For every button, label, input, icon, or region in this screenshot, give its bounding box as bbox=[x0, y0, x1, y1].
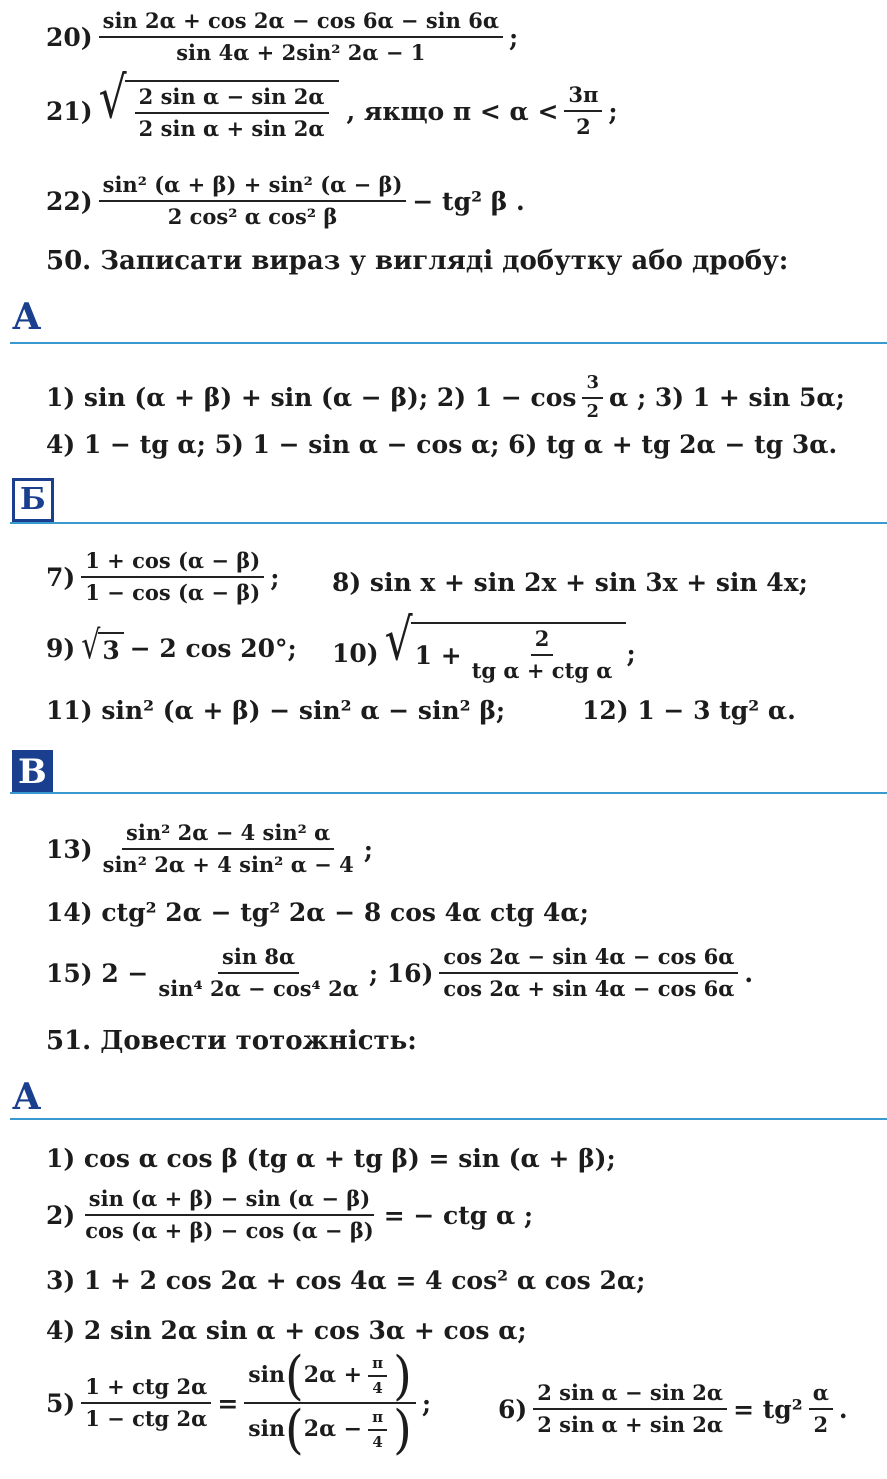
exercise-21 bbox=[46, 65, 618, 143]
line-1-3 bbox=[46, 372, 845, 423]
section-divider bbox=[10, 342, 887, 344]
section-divider bbox=[10, 522, 887, 524]
expression-text: 12) 1 − 3 tg² α. bbox=[582, 696, 796, 725]
fraction bbox=[582, 372, 603, 423]
punct: ; bbox=[421, 1388, 432, 1418]
numerator: 2 sin α − sin 2α bbox=[135, 84, 329, 114]
problem-text: Записати вираз у вигляді добутку або дробу: bbox=[100, 246, 789, 276]
square-root bbox=[81, 623, 124, 669]
numerator: 2 bbox=[531, 626, 554, 656]
exercise-14 bbox=[46, 898, 589, 927]
denominator: sin 4α + 2sin² 2α − 1 bbox=[176, 40, 426, 66]
numerator: π bbox=[368, 1408, 387, 1431]
fraction bbox=[154, 944, 362, 1003]
square-root bbox=[98, 65, 339, 143]
numerator: 2 sin α − sin 2α bbox=[533, 1380, 727, 1410]
identity-1 bbox=[46, 1144, 616, 1173]
fraction bbox=[439, 944, 738, 1003]
punct: ; bbox=[270, 562, 280, 592]
numerator: sin 8α bbox=[218, 944, 299, 974]
denominator: 4 bbox=[372, 1433, 383, 1451]
item-number: 2) bbox=[46, 1200, 76, 1230]
denominator: sin² 2α + 4 sin² α − 4 bbox=[102, 852, 354, 878]
problem-text: Довести тотожність: bbox=[100, 1026, 417, 1056]
numerator: 3π bbox=[564, 82, 602, 112]
problem-51-heading bbox=[46, 1026, 417, 1056]
radicand: 3 bbox=[98, 632, 123, 665]
expression-text: 3) 1 + 2 cos 2α + cos 4α = 4 cos² α cos 2α; bbox=[46, 1266, 646, 1295]
numerator: sin² 2α − 4 sin² α bbox=[122, 820, 334, 850]
expression-text: − 2 cos 20°; bbox=[129, 634, 297, 663]
problem-number: 51. bbox=[46, 1026, 92, 1056]
item-number: 13) bbox=[46, 834, 93, 864]
fraction bbox=[468, 626, 617, 685]
item-number: 9) bbox=[46, 634, 76, 663]
right-paren: ) bbox=[393, 1345, 412, 1407]
fraction bbox=[368, 1354, 387, 1398]
problem-50-heading bbox=[46, 246, 788, 276]
fraction bbox=[368, 1408, 387, 1452]
fraction bbox=[533, 1380, 727, 1439]
denominator: 1 − cos (α − β) bbox=[85, 580, 261, 606]
numerator: 1 + cos (α − β) bbox=[81, 548, 264, 578]
argument: 2α + bbox=[303, 1362, 363, 1389]
numerator: 1 + ctg 2α bbox=[81, 1374, 211, 1404]
square-root bbox=[384, 607, 627, 685]
item-number: 20) bbox=[46, 22, 93, 52]
denominator: cos 2α + sin 4α − cos 6α bbox=[443, 976, 735, 1002]
exercise-20 bbox=[46, 8, 518, 67]
fraction bbox=[81, 1186, 377, 1245]
punct: ; bbox=[363, 834, 373, 864]
denominator: 2 bbox=[813, 1412, 829, 1438]
exercise-10 bbox=[332, 607, 636, 685]
fraction bbox=[81, 1374, 211, 1433]
expression-text: 11) sin² (α + β) − sin² α − sin² β; bbox=[46, 696, 506, 725]
item-number: 6) bbox=[498, 1394, 528, 1424]
item-number: 10) bbox=[332, 638, 379, 668]
expression-tail: = − ctg α ; bbox=[383, 1200, 534, 1230]
identity-5 bbox=[46, 1345, 432, 1461]
radical-sign: √ bbox=[98, 65, 127, 132]
item-number: 5) bbox=[46, 1388, 76, 1418]
denominator: 2 bbox=[576, 114, 591, 140]
expression-text: 4) 1 − tg α; 5) 1 − sin α − cos α; 6) tg α + tg 2α − tg 3α. bbox=[46, 430, 838, 459]
fraction bbox=[809, 1380, 833, 1439]
condition-text: , якщо π < α < bbox=[346, 96, 559, 126]
denominator bbox=[244, 1399, 416, 1461]
section-divider bbox=[10, 792, 887, 794]
problem-number: 50. bbox=[46, 246, 92, 276]
equals-sign: = bbox=[217, 1388, 239, 1418]
argument: 2α − bbox=[303, 1416, 363, 1443]
expression-text: 1) cos α cos β (tg α + tg β) = sin (α + β); bbox=[46, 1144, 616, 1173]
section-a-label: А bbox=[12, 296, 42, 338]
expression-text: α ; 3) 1 + sin 5α; bbox=[609, 383, 845, 412]
fraction bbox=[564, 82, 602, 141]
section-v-label: В bbox=[12, 750, 53, 794]
expression-text: 1) sin (α + β) + sin (α − β); 2) 1 − cos bbox=[46, 383, 577, 412]
numerator: sin² (α + β) + sin² (α − β) bbox=[99, 172, 407, 202]
identity-2 bbox=[46, 1186, 533, 1245]
numerator: cos 2α − sin 4α − cos 6α bbox=[439, 944, 738, 974]
numerator: sin 2α + cos 2α − cos 6α − sin 6α bbox=[99, 8, 503, 38]
punct: ; bbox=[608, 96, 618, 126]
sin-label: sin bbox=[248, 1362, 286, 1389]
radicand bbox=[411, 622, 627, 685]
expression-text: ; 16) bbox=[368, 958, 434, 988]
exercise-11 bbox=[46, 696, 505, 725]
punct: ; bbox=[508, 22, 519, 52]
expression-tail: − tg² β . bbox=[412, 186, 525, 216]
section-divider bbox=[10, 1118, 887, 1120]
denominator: cos (α + β) − cos (α − β) bbox=[85, 1218, 374, 1244]
punct: ; bbox=[626, 638, 636, 668]
numerator bbox=[244, 1345, 416, 1407]
section-a-label: А bbox=[12, 1076, 42, 1118]
denominator: 2 sin α + sin 2α bbox=[537, 1412, 724, 1438]
expression-text: 4) 2 sin 2α sin α + cos 3α + cos α; bbox=[46, 1316, 527, 1345]
radical-sign: √ bbox=[384, 607, 413, 674]
exercise-15-16 bbox=[46, 944, 753, 1003]
section-b-label: Б bbox=[12, 478, 54, 522]
radical-sign: √ bbox=[81, 623, 101, 669]
fraction bbox=[99, 172, 407, 231]
numerator: α bbox=[809, 1380, 833, 1410]
line-4-6 bbox=[46, 430, 837, 459]
expression-text: 14) ctg² 2α − tg² 2α − 8 cos 4α ctg 4α; bbox=[46, 898, 589, 927]
left-paren: ( bbox=[285, 1345, 304, 1407]
item-number: 7) bbox=[46, 562, 76, 592]
punct: . bbox=[838, 1394, 848, 1424]
exercise-9 bbox=[46, 623, 297, 669]
denominator: 2 cos² α cos² β bbox=[167, 204, 338, 230]
item-number: 15) 2 − bbox=[46, 958, 149, 988]
fraction bbox=[244, 1345, 416, 1461]
exercise-7 bbox=[46, 548, 279, 607]
exercise-13 bbox=[46, 820, 373, 879]
fraction bbox=[81, 548, 264, 607]
item-number: 21) bbox=[46, 96, 93, 126]
identity-6 bbox=[498, 1380, 848, 1439]
denominator: 2 bbox=[586, 400, 599, 422]
numerator: sin (α + β) − sin (α − β) bbox=[85, 1186, 374, 1216]
radicand bbox=[125, 80, 339, 143]
sin-label: sin bbox=[248, 1416, 286, 1443]
denominator: 2 sin α + sin 2α bbox=[138, 116, 325, 142]
expression-text: 1 + bbox=[414, 640, 462, 670]
exercise-8 bbox=[332, 568, 808, 597]
punct: . bbox=[744, 958, 754, 988]
numerator: π bbox=[368, 1354, 387, 1377]
right-paren: ) bbox=[393, 1399, 412, 1461]
denominator: 1 − ctg 2α bbox=[85, 1406, 208, 1431]
identity-4 bbox=[46, 1316, 527, 1345]
left-paren: ( bbox=[285, 1399, 304, 1461]
identity-3 bbox=[46, 1266, 645, 1295]
fraction bbox=[99, 820, 358, 879]
denominator: tg α + ctg α bbox=[471, 658, 613, 684]
fraction bbox=[99, 8, 503, 67]
item-number: 22) bbox=[46, 186, 93, 216]
exercise-22 bbox=[46, 172, 525, 231]
denominator: 4 bbox=[372, 1379, 383, 1397]
denominator: sin⁴ 2α − cos⁴ 2α bbox=[158, 976, 359, 1002]
numerator: 3 bbox=[582, 372, 603, 399]
exercise-12 bbox=[582, 696, 796, 725]
expression-text: = tg² bbox=[733, 1394, 803, 1424]
expression-text: 8) sin x + sin 2x + sin 3x + sin 4x; bbox=[332, 568, 808, 597]
fraction bbox=[135, 84, 329, 143]
